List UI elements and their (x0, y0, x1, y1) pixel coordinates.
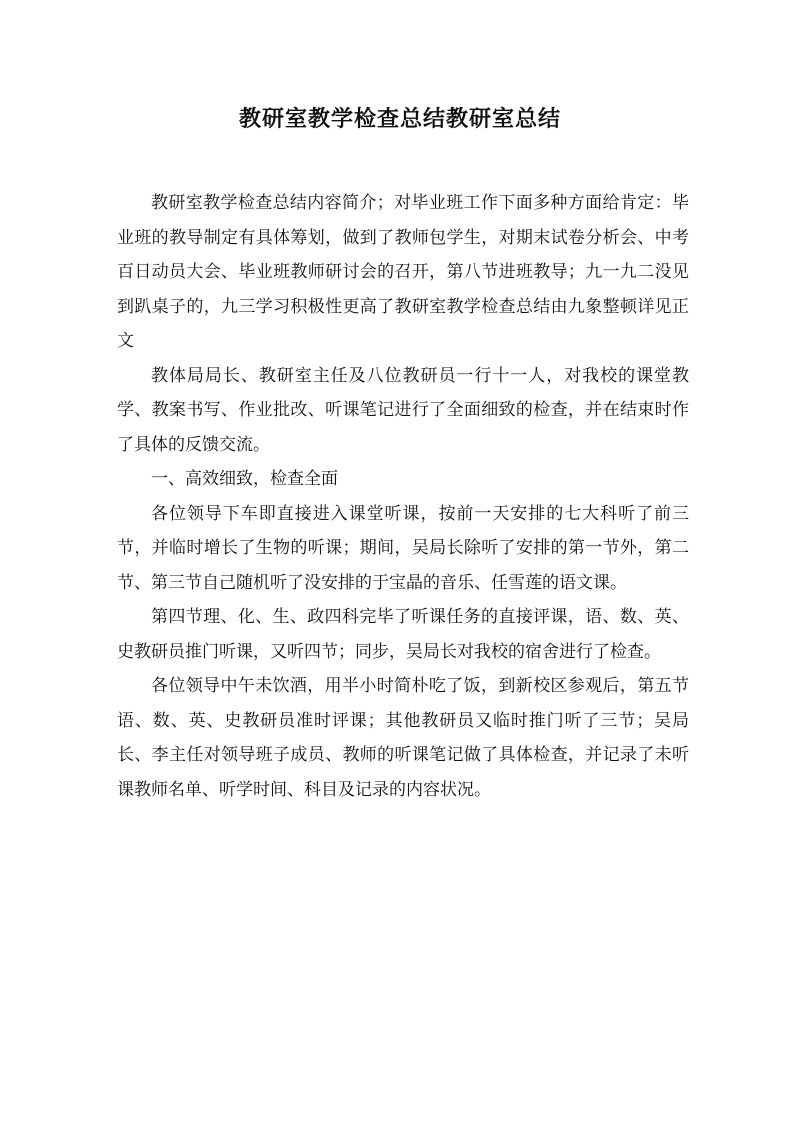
paragraph-fourth-period: 第四节理、化、生、政四科完毕了听课任务的直接评课，语、数、英、史教研员推门听课，又听四节；同步，吴局长对我校的宿舍进行了检查。 (117, 607, 689, 662)
paragraph-inspection-team: 教体局局长、教研室主任及八位教研员一行十一人，对我校的课堂教学、教案书写、作业批改、听课笔记进行了全面细致的检查，并在结束时作了具体的反馈交流。 (117, 365, 689, 455)
document-body (117, 186, 689, 807)
section-heading: 一、高效细致，检查全面 (151, 469, 338, 489)
paragraph-classroom-visits: 各位领导下车即直接进入课堂听课，按前一天安排的七大科听了前三节，并临时增长了生物的听课；期间，吴局长除听了安排的第一节外，第二节、第三节自己随机听了没安排的于宝晶的音乐、任雪莲的语文课。 (117, 503, 689, 593)
paragraph-summary: 教研室教学检查总结内容简介；对毕业班工作下面多种方面给肯定：毕业班的教导制定有具体筹划，做到了教师包学生，对期末试卷分析会、中考百日动员大会、毕业班教师研讨会的召开，第八节进班教导；九一九二没见到趴桌子的，九三学习积极性更高了教研室教学检查总结由九象整顿详见正文 (117, 193, 689, 351)
document-title: 教研室教学检查总结教研室总结 (238, 106, 561, 132)
paragraph-afternoon: 各位领导中午未饮酒，用半小时简朴吃了饭，到新校区参观后，第五节语、数、英、史教研员准时评课；其他教研员又临时推门听了三节；吴局长、李主任对领导班子成员、教师的听课笔记做了具体检查，并记录了未听课教师名单、听学时间、科目及记录的内容状况。 (117, 676, 689, 800)
